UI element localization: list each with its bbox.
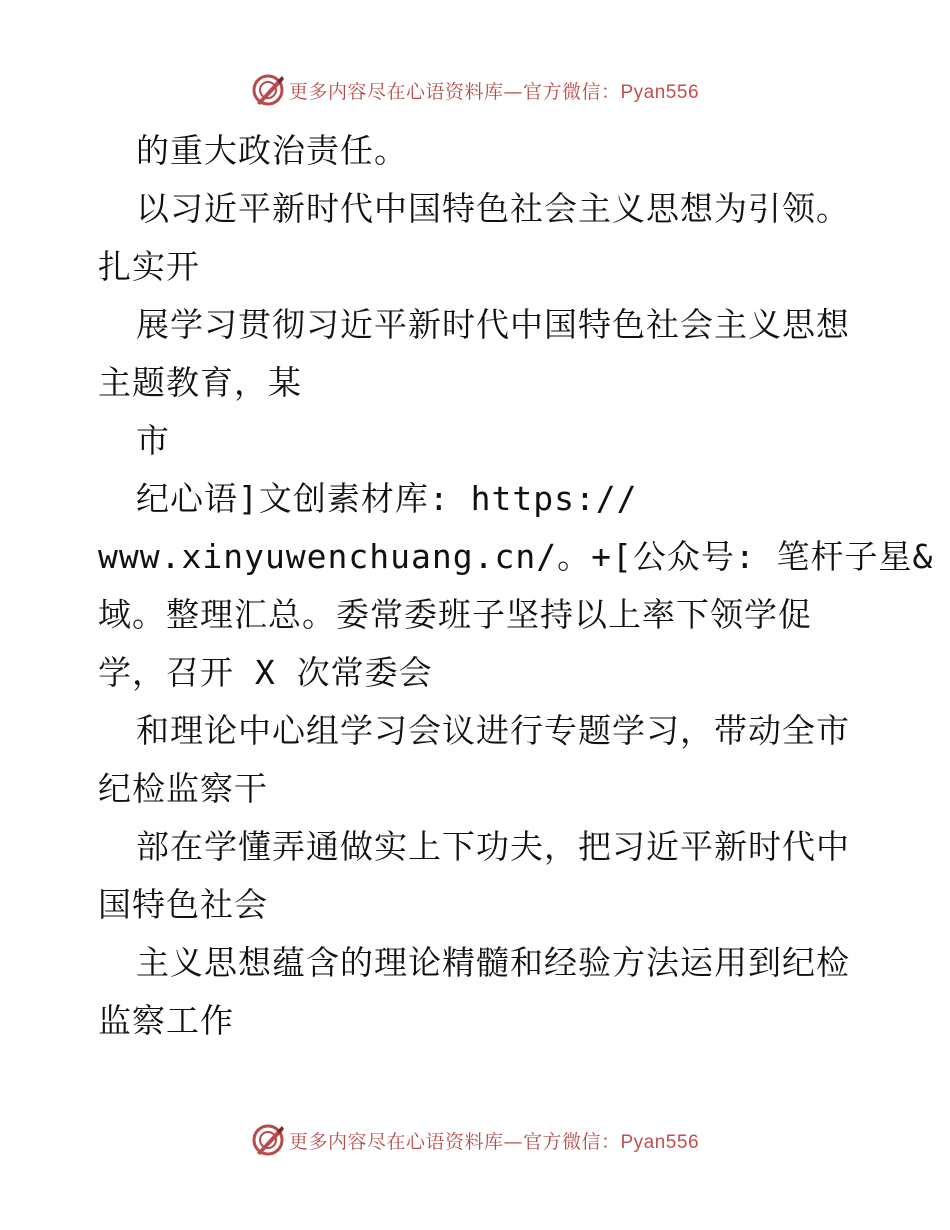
body-line: 扎实开 <box>98 247 200 286</box>
header-text <box>289 77 699 104</box>
body-line: 监察工作 <box>98 1001 234 1040</box>
body-line: 以习近平新时代中国特色社会主义思想为引领。 <box>136 189 850 228</box>
body-line: 和理论中心组学习会议进行专题学习，带动全市 <box>136 711 850 750</box>
footer-wechat-id: Pyan556 <box>620 1131 700 1153</box>
body-line: 国特色社会 <box>98 885 268 924</box>
header-wechat-id: Pyan556 <box>620 81 700 103</box>
header-banner <box>0 72 950 108</box>
document-body <box>98 122 934 1050</box>
pen-logo-icon <box>251 1123 285 1157</box>
body-line: 纪检监察干 <box>98 769 268 808</box>
body-line: 部在学懂弄通做实上下功夫，把习近平新时代中 <box>136 827 850 866</box>
pen-logo-icon <box>251 73 285 107</box>
body-line: www.xinyuwenchuang.cn/。+[公众号: 笔杆子星& <box>98 537 934 576</box>
header-separator: — <box>503 80 523 103</box>
header-site-text: 更多内容尽在心语资料库 <box>288 80 504 103</box>
body-line: 域。整理汇总。委常委班子坚持以上率下领学促 <box>98 595 812 634</box>
body-line: 纪心语]文创素材库: https:// <box>136 479 638 518</box>
body-line: 主题教育，某 <box>98 363 302 402</box>
footer-wechat-label: 官方微信： <box>522 1130 621 1153</box>
body-line: 的重大政治责任。 <box>136 131 408 170</box>
body-line: 市 <box>136 421 170 460</box>
footer-text <box>289 1127 699 1154</box>
footer-site-text: 更多内容尽在心语资料库 <box>288 1130 504 1153</box>
footer-separator: — <box>503 1130 523 1153</box>
body-line: 主义思想蕴含的理论精髓和经验方法运用到纪检 <box>136 943 850 982</box>
body-line: 学，召开 X 次常委会 <box>98 653 433 692</box>
footer-banner <box>0 1122 950 1158</box>
header-wechat-label: 官方微信： <box>522 80 621 103</box>
body-line: 展学习贯彻习近平新时代中国特色社会主义思想 <box>136 305 850 344</box>
